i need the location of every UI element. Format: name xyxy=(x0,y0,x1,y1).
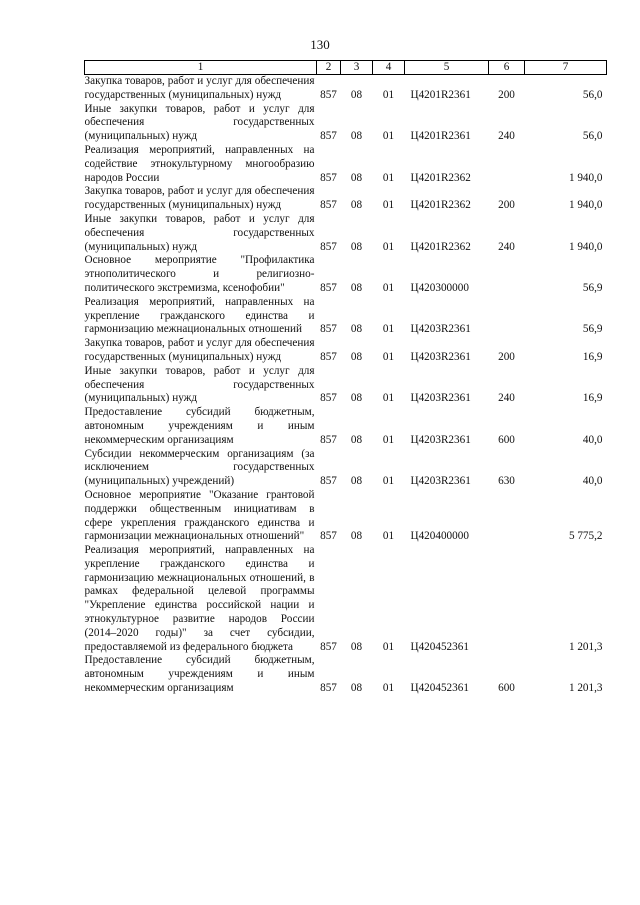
table-row xyxy=(85,654,607,695)
admin-code-cell: 857 xyxy=(320,475,337,488)
target-article-cell: Ц4203R2361 xyxy=(410,350,471,363)
row-name-cell: Иные закупки товаров, работ и услуг для обеспечения государственных (муниципальных) нужд xyxy=(84,212,315,253)
amount-cell: 40,0 xyxy=(582,433,603,446)
admin-code-cell: 857 xyxy=(320,530,337,543)
section-cell: 08 xyxy=(350,323,363,336)
expense-type-cell: 240 xyxy=(498,130,515,143)
target-article-cell: Ц420452361 xyxy=(410,682,469,695)
row-name-cell: Реализация мероприятий, направленных на содействие этнокультурному многообразию народов России xyxy=(84,143,315,184)
target-article-cell: Ц4203R2361 xyxy=(410,392,471,405)
table-row xyxy=(85,544,607,654)
subsection-cell: 01 xyxy=(382,640,395,653)
expense-type-cell: 240 xyxy=(498,392,515,405)
amount-cell: 56,9 xyxy=(582,281,603,294)
target-article-cell: Ц4201R2362 xyxy=(410,171,471,184)
admin-code-cell: 857 xyxy=(320,199,337,212)
section-cell: 08 xyxy=(350,475,363,488)
row-name-cell: Реализация мероприятий, направленных на укрепление гражданского единства и гармонизацию межнациональных отношений, в рамках федеральной целевой программы "Укрепление единства российской нации и этнокультурное развитие народов России (2014–2020 годы)" за счет субсидии, предоставляемой из федерального бюджета xyxy=(84,544,315,653)
table-row xyxy=(85,296,607,337)
header-cell: 3 xyxy=(341,61,373,75)
subsection-cell: 01 xyxy=(382,323,395,336)
row-name-cell: Предоставление субсидий бюджетным, автономным учреждениям и иным некоммерческим организациям xyxy=(84,406,315,446)
header-cell: 2 xyxy=(317,61,341,75)
expense-type-cell: 600 xyxy=(498,433,515,446)
expense-type-cell: 200 xyxy=(498,350,515,363)
admin-code-cell: 857 xyxy=(320,350,337,363)
admin-code-cell: 857 xyxy=(320,682,337,695)
subsection-cell: 01 xyxy=(382,433,395,446)
expense-type-cell xyxy=(489,296,525,337)
header-cell: 5 xyxy=(405,61,489,75)
table-row xyxy=(85,144,607,185)
expense-type-cell xyxy=(489,489,525,544)
target-article-cell: Ц4203R2361 xyxy=(410,323,471,336)
section-cell: 08 xyxy=(350,199,363,212)
amount-cell: 1 201,3 xyxy=(568,640,603,653)
subsection-cell: 01 xyxy=(382,88,395,101)
section-cell: 08 xyxy=(350,433,363,446)
table-body xyxy=(85,75,607,696)
header-row xyxy=(85,61,607,75)
header-cell: 6 xyxy=(489,61,525,75)
section-cell: 08 xyxy=(350,88,363,101)
amount-cell: 1 940,0 xyxy=(568,199,603,212)
row-name-cell: Субсидии некоммерческим организациям (за исключением государственных (муниципальных) учреждений) xyxy=(84,447,315,488)
admin-code-cell: 857 xyxy=(320,433,337,446)
expense-type-cell: 200 xyxy=(498,88,515,101)
row-name-cell: Основное мероприятие "Оказание грантовой поддержки общественным инициативам в сфере укрепления гражданского единства и гармонизации межнациональных отношений" xyxy=(84,488,315,543)
amount-cell: 1 940,0 xyxy=(568,171,603,184)
target-article-cell: Ц420300000 xyxy=(410,281,469,294)
amount-cell: 40,0 xyxy=(582,475,603,488)
table-row xyxy=(85,75,607,103)
table-row xyxy=(85,406,607,447)
amount-cell: 56,0 xyxy=(582,88,603,101)
row-name-cell: Закупка товаров, работ и услуг для обеспечения государственных (муниципальных) нужд xyxy=(84,75,315,101)
section-cell: 08 xyxy=(350,130,363,143)
admin-code-cell: 857 xyxy=(320,281,337,294)
expense-type-cell xyxy=(489,254,525,295)
target-article-cell: Ц4201R2361 xyxy=(410,130,471,143)
table-row xyxy=(85,365,607,406)
admin-code-cell: 857 xyxy=(320,323,337,336)
amount-cell: 16,9 xyxy=(582,392,603,405)
expense-type-cell: 600 xyxy=(498,682,515,695)
header-cell: 4 xyxy=(373,61,405,75)
target-article-cell: Ц420400000 xyxy=(410,530,469,543)
admin-code-cell: 857 xyxy=(320,640,337,653)
target-article-cell: Ц4201R2362 xyxy=(410,199,471,212)
section-cell: 08 xyxy=(350,171,363,184)
section-cell: 08 xyxy=(350,350,363,363)
row-name-cell: Иные закупки товаров, работ и услуг для обеспечения государственных (муниципальных) нужд xyxy=(84,102,315,143)
row-name-cell: Предоставление субсидий бюджетным, автономным учреждениям и иным некоммерческим организациям xyxy=(84,654,315,695)
expense-type-cell xyxy=(489,144,525,185)
row-name-cell: Иные закупки товаров, работ и услуг для обеспечения государственных (муниципальных) нужд xyxy=(84,364,315,405)
subsection-cell: 01 xyxy=(382,130,395,143)
admin-code-cell: 857 xyxy=(320,88,337,101)
page-number: 130 xyxy=(310,37,330,52)
section-cell: 08 xyxy=(350,682,363,695)
admin-code-cell: 857 xyxy=(320,171,337,184)
subsection-cell: 01 xyxy=(382,281,395,294)
subsection-cell: 01 xyxy=(382,199,395,212)
budget-table xyxy=(84,60,607,696)
section-cell: 08 xyxy=(350,392,363,405)
subsection-cell: 01 xyxy=(382,171,395,184)
row-name-cell: Основное мероприятие "Профилактика этнополитического и религиозно-политического экстремизма, ксенофобии" xyxy=(84,254,315,294)
amount-cell: 5 775,2 xyxy=(568,530,603,543)
amount-cell: 16,9 xyxy=(582,350,603,363)
target-article-cell: Ц4203R2361 xyxy=(410,433,471,446)
section-cell: 08 xyxy=(350,281,363,294)
expense-type-cell xyxy=(489,544,525,654)
admin-code-cell: 857 xyxy=(320,392,337,405)
expense-type-cell: 240 xyxy=(498,240,515,253)
section-cell: 08 xyxy=(350,240,363,253)
row-name-cell: Закупка товаров, работ и услуг для обеспечения государственных (муниципальных) нужд xyxy=(84,185,315,212)
row-name-cell: Реализация мероприятий, направленных на укрепление гражданского единства и гармонизацию межнациональных отношений xyxy=(84,295,315,336)
table-row xyxy=(85,337,607,365)
table-row xyxy=(85,213,607,254)
subsection-cell: 01 xyxy=(382,475,395,488)
subsection-cell: 01 xyxy=(382,392,395,405)
target-article-cell: Ц4201R2362 xyxy=(410,240,471,253)
table-row xyxy=(85,103,607,144)
admin-code-cell: 857 xyxy=(320,130,337,143)
section-cell: 08 xyxy=(350,640,363,653)
amount-cell: 1 940,0 xyxy=(568,240,603,253)
table-row xyxy=(85,448,607,489)
target-article-cell: Ц4201R2361 xyxy=(410,88,471,101)
subsection-cell: 01 xyxy=(382,530,395,543)
amount-cell: 56,0 xyxy=(582,130,603,143)
subsection-cell: 01 xyxy=(382,240,395,253)
target-article-cell: Ц420452361 xyxy=(410,640,469,653)
header-cell: 1 xyxy=(85,61,317,75)
table-row xyxy=(85,254,607,295)
subsection-cell: 01 xyxy=(382,350,395,363)
table-row xyxy=(85,185,607,213)
admin-code-cell: 857 xyxy=(320,240,337,253)
section-cell: 08 xyxy=(350,530,363,543)
amount-cell: 56,9 xyxy=(582,323,603,336)
table-row xyxy=(85,489,607,544)
subsection-cell: 01 xyxy=(382,682,395,695)
expense-type-cell: 200 xyxy=(498,199,515,212)
expense-type-cell: 630 xyxy=(498,475,515,488)
amount-cell: 1 201,3 xyxy=(568,682,603,695)
target-article-cell: Ц4203R2361 xyxy=(410,475,471,488)
row-name-cell: Закупка товаров, работ и услуг для обеспечения государственных (муниципальных) нужд xyxy=(84,337,315,363)
header-cell: 7 xyxy=(525,61,607,75)
